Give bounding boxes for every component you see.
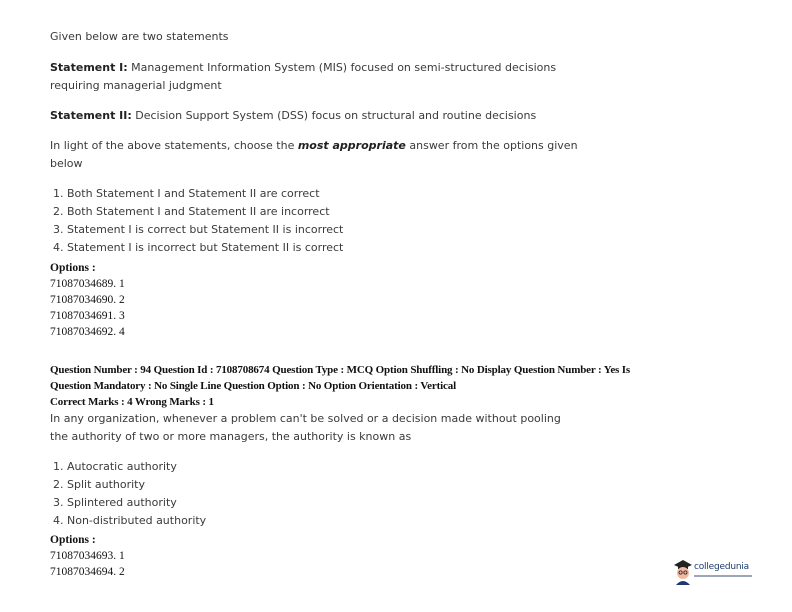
statement-1-text-cont: requiring managerial judgment [50, 79, 222, 92]
statement-1-label: Statement I: [50, 61, 128, 74]
instruction-post: answer from the options given [405, 139, 578, 152]
q1-intro: Given below are two statements [50, 30, 229, 43]
logo-tagline-bar [694, 575, 752, 577]
q1-statement-1 [50, 59, 556, 95]
q1-choice-1: 1. Both Statement I and Statement II are correct [53, 187, 320, 200]
statement-1-text: Management Information System (MIS) focused on semi-structured decisions [127, 61, 557, 74]
q1-instruction [50, 137, 578, 173]
q1-choice-3: 3. Statement I is correct but Statement II is incorrect [53, 223, 344, 236]
q2-choice-2: 2. Split authority [53, 478, 146, 491]
q2-choice-1: 1. Autocratic authority [53, 460, 177, 473]
q1-option-1: 71087034689. 1 [50, 278, 125, 290]
q2-meta-line-2: Question Mandatory : No Single Line Question Option : No Option Orientation : Vertical [50, 380, 457, 392]
q2-option-1: 71087034693. 1 [50, 550, 125, 562]
q1-choice-4: 4. Statement I is incorrect but Statement II is correct [53, 241, 344, 254]
statement-2-label: Statement II: [50, 109, 132, 122]
q2-text-line-1: In any organization, whenever a problem can't be solved or a decision made without pooling [50, 412, 561, 425]
q1-choice-2: 2. Both Statement I and Statement II are incorrect [53, 205, 330, 218]
q2-question-text [50, 410, 561, 446]
q2-option-2: 71087034694. 2 [50, 566, 125, 578]
collegedunia-logo [672, 558, 762, 586]
q2-meta [50, 362, 630, 410]
q1-options [50, 260, 125, 340]
q2-options [50, 532, 125, 580]
q1-statement-2 [50, 107, 536, 125]
q1-option-4: 71087034692. 4 [50, 326, 125, 338]
instruction-cont: below [50, 157, 83, 170]
q1-option-2: 71087034690. 2 [50, 294, 125, 306]
q2-choice-list [53, 458, 206, 530]
instruction-emphasis: most appropriate [297, 139, 406, 152]
instruction-pre: In light of the above statements, choose the [50, 139, 298, 152]
q2-marks: Correct Marks : 4 Wrong Marks : 1 [50, 396, 214, 408]
graduate-avatar-icon [672, 558, 694, 586]
q2-options-label: Options : [50, 534, 96, 546]
q1-choice-list [53, 185, 343, 257]
q2-choice-3: 3. Splintered authority [53, 496, 177, 509]
logo-wordmark: collegedunia [694, 562, 749, 572]
q1-option-3: 71087034691. 3 [50, 310, 125, 322]
q2-meta-line-1: Question Number : 94 Question Id : 7108708674 Question Type : MCQ Option Shuffling : No Display Question Number : Yes Is [50, 364, 631, 376]
q2-text-line-2: the authority of two or more managers, the authority is known as [50, 430, 412, 443]
statement-2-text: Decision Support System (DSS) focus on structural and routine decisions [131, 109, 537, 122]
q2-choice-4: 4. Non-distributed authority [53, 514, 207, 527]
q1-options-label: Options : [50, 262, 96, 274]
